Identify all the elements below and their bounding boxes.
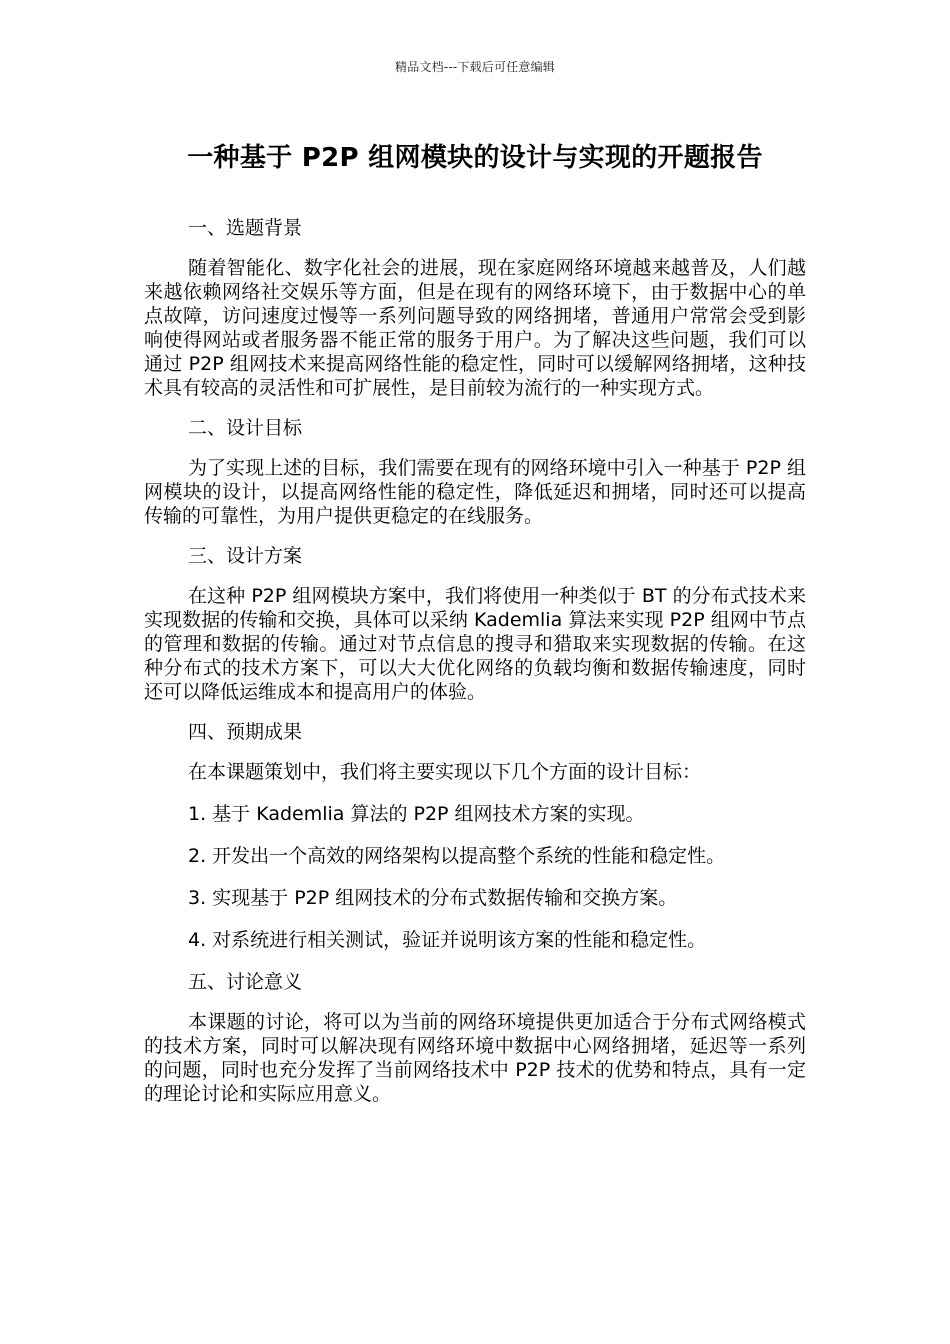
list-item: 4. 对系统进行相关测试，验证并说明该方案的性能和稳定性。 — [188, 929, 707, 951]
list-item: 1. 基于 Kademlia 算法的 P2P 组网技术方案的实现。 — [188, 803, 645, 825]
page-header: 精品文档---下载后可任意编辑 — [395, 60, 555, 74]
list-item: 2. 开发出一个高效的网络架构以提高整个系统的性能和稳定性。 — [188, 845, 726, 867]
section-heading-background: 一、选题背景 — [188, 217, 303, 239]
section-heading-significance: 五、讨论意义 — [188, 971, 303, 993]
document-body — [144, 216, 806, 1122]
section-paragraph-significance: 本课题的讨论，将可以为当前的网络环境提供更加适合于分布式网络模式的技术方案，同时可以解决现有网络环境中数据中心网络拥堵，延迟等一系列的问题，同时也充分发挥了当前网络技术中 P2P 技术的优势和特点，具有一定的理论讨论和实际应用意义。 — [144, 1011, 806, 1105]
section-paragraph-plan: 在这种 P2P 组网模块方案中，我们将使用一种类似于 BT 的分布式技术来实现数据的传输和交换，具体可以采纳 Kademlia 算法来实现 P2P 组网中节点的管理和数据的传输。通过对节点信息的搜寻和猎取来实现数据的传输。在这种分布式的技术方案下，可以大大优化网络的负载均衡和数据传输速度，同时还可以降低运维成本和提高用户的体验。 — [144, 585, 806, 703]
section-heading-results: 四、预期成果 — [188, 721, 303, 743]
section-paragraph-background: 随着智能化、数字化社会的进展，现在家庭网络环境越来越普及，人们越来越依赖网络社交娱乐等方面，但是在现有的网络环境下，由于数据中心的单点故障，访问速度过慢等一系列问题导致的网络拥堵，普通用户常常会受到影响使得网站或者服务器不能正常的服务于用户。为了解决这些问题，我们可以通过 P2P 组网技术来提高网络性能的稳定性，同时可以缓解网络拥堵，这种技术具有较高的灵活性和可扩展性，是目前较为流行的一种实现方式。 — [144, 257, 806, 399]
section-heading-goal: 二、设计目标 — [188, 417, 303, 439]
section-paragraph-goal: 为了实现上述的目标，我们需要在现有的网络环境中引入一种基于 P2P 组网模块的设计，以提高网络性能的稳定性，降低延迟和拥堵，同时还可以提高传输的可靠性，为用户提供更稳定的在线服务。 — [144, 457, 806, 527]
section-heading-plan: 三、设计方案 — [188, 545, 303, 567]
list-item: 3. 实现基于 P2P 组网技术的分布式数据传输和交换方案。 — [188, 887, 678, 909]
document-title: 一种基于 P2P 组网模块的设计与实现的开题报告 — [187, 143, 763, 173]
section-intro-results: 在本课题策划中，我们将主要实现以下几个方面的设计目标： — [188, 761, 702, 783]
